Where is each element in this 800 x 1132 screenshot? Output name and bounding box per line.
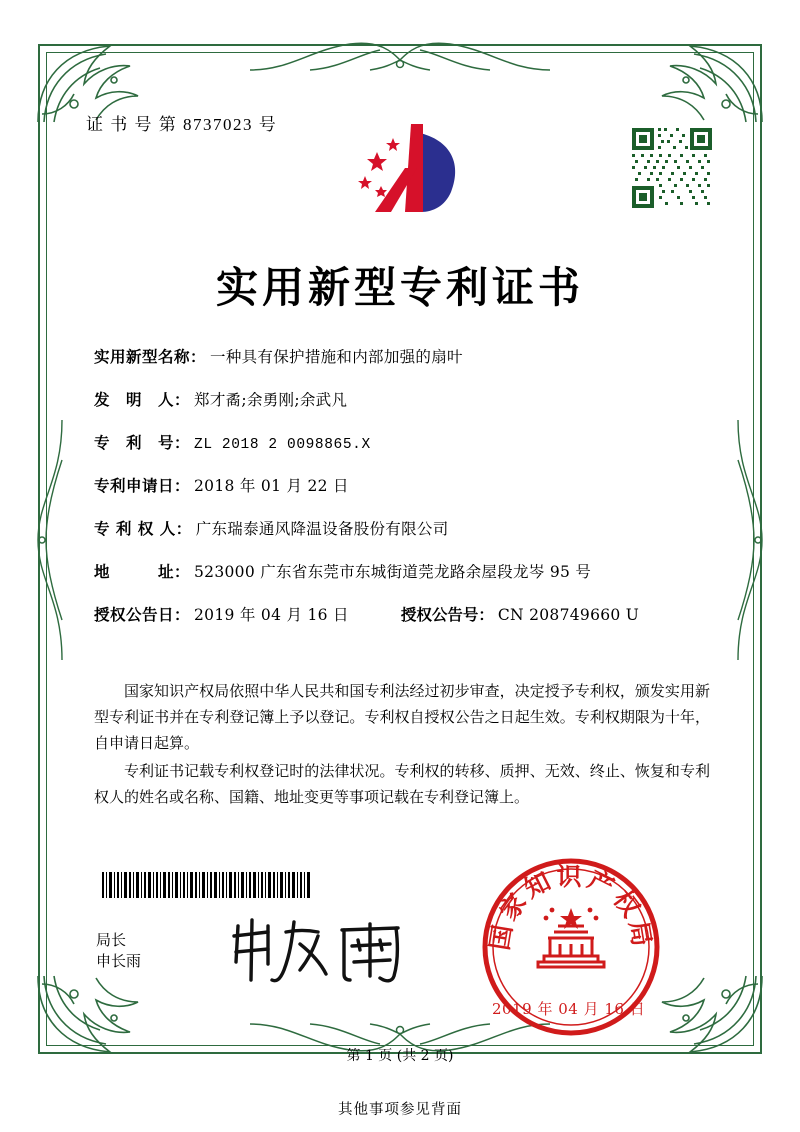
field-sub-value: CN 208749660 U <box>497 606 640 624</box>
certificate-content <box>86 110 714 806</box>
seal-date: 2019 年 04 月 16 日 <box>492 1000 646 1018</box>
page-title: 实用新型专利证书 <box>215 263 584 312</box>
legal-text <box>94 678 710 812</box>
field-label: 专 利 号： <box>94 433 191 452</box>
field-row-address <box>94 560 714 582</box>
field-label: 发 明 人： <box>94 390 191 409</box>
field-label: 专 利 权 人： <box>94 519 192 538</box>
field-value: ZL 2018 2 0098865.X <box>194 437 371 453</box>
field-value: 2019 年 04 月 16 日 <box>194 606 349 624</box>
seal-arc-text: 国家知识产权局 <box>484 862 658 953</box>
qr-code-icon <box>630 126 714 210</box>
field-row-application-date <box>94 474 714 496</box>
field-value: 广东瑞泰通风降温设备股份有限公司 <box>195 520 449 538</box>
certificate-number: 证 书 号 第 8737023 号 <box>86 115 278 134</box>
field-label: 授权公告日： <box>94 605 191 624</box>
signature-title: 局长 <box>96 931 127 949</box>
field-value: 一种具有保护措施和内部加强的扇叶 <box>210 348 463 366</box>
field-row-patent-number <box>94 431 714 453</box>
field-value: 郑才矞;余勇刚;余武凡 <box>194 391 348 409</box>
field-value: 523000 广东省东莞市东城街道莞龙路余屋段龙岑 95 号 <box>194 563 592 581</box>
barcode-icon <box>102 872 312 898</box>
field-sub-label: 授权公告号： <box>400 605 494 624</box>
field-row-patentee <box>94 517 714 539</box>
handwritten-signature-icon <box>222 918 412 988</box>
field-row-inventor <box>94 388 714 410</box>
field-label: 专利申请日： <box>94 476 191 495</box>
paragraph-2: 专利证书记载专利权登记时的法律状况。专利权的转移、质押、无效、终止、恢复和专利权人的姓名或名称、国籍、地址变更等事项记载在专利登记簿上。 <box>94 762 710 806</box>
page-number: 第 1 页 (共 2 页) <box>346 1048 454 1064</box>
signature-name: 申长雨 <box>96 952 142 970</box>
field-row-utility-model-name <box>94 345 714 367</box>
field-list <box>94 345 714 646</box>
field-label: 地 址： <box>94 562 191 581</box>
footer-note: 其他事项参见背面 <box>338 1102 462 1118</box>
field-label: 实用新型名称： <box>94 347 207 366</box>
paragraph-1: 国家知识产权局依照中华人民共和国专利法经过初步审查，决定授予专利权，颁发实用新型专利证书并在专利登记簿上予以登记。专利权自授权公告之日起生效。专利权期限为十年，自申请日起算。 <box>94 682 710 752</box>
signature-block <box>96 930 141 972</box>
field-row-grant-announcement <box>94 603 714 625</box>
field-value: 2018 年 01 月 22 日 <box>194 477 349 495</box>
